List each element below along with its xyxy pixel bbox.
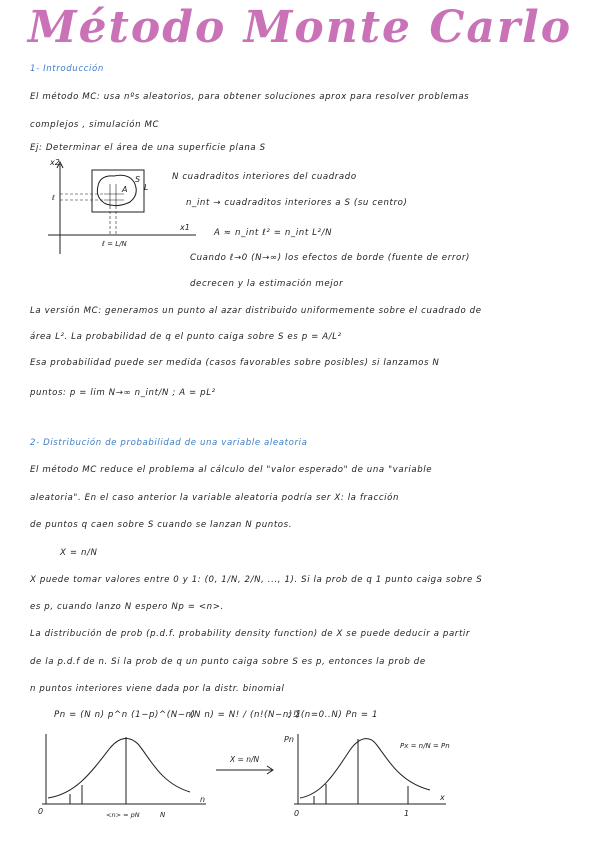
tick-x-label: ℓ = L/N xyxy=(102,240,127,248)
x-axis-label: n xyxy=(200,795,206,804)
text-line: puntos: p = lim N→∞ n_int/N ; A = pL² xyxy=(30,388,216,398)
transform-arrow xyxy=(212,752,278,778)
y-axis-label: Pn xyxy=(284,735,294,744)
region-s xyxy=(97,175,136,205)
text-line: La distribución de prob (p.d.f. probability density function) de X se puede deducir a partir xyxy=(30,629,471,639)
note-line: Cuando ℓ→0 (N→∞) los efectos de borde (fuente de error) xyxy=(190,253,470,263)
origin-label: 0 xyxy=(38,807,44,816)
text-line: complejos , simulación MC xyxy=(30,120,160,130)
page-title: Método Monte Carlo xyxy=(27,2,573,53)
text-line: de puntos q caen sobre S cuando se lanzan N puntos. xyxy=(30,520,293,530)
text-line: Esa probabilidad puede ser medida (casos favorables sobre posibles) si lanzamos N xyxy=(30,358,440,368)
formula-sum: ; Σ(n=0..N) Pn = 1 xyxy=(288,710,379,720)
side-label: L xyxy=(144,183,149,192)
text-line: aleatoria". En el caso anterior la variable aleatoria podría ser X: la fracción xyxy=(30,493,400,503)
text-line: n puntos interiores viene dada por la distr. binomial xyxy=(30,684,285,694)
y-axis-label: x2 xyxy=(50,158,60,167)
area-figure xyxy=(40,156,200,256)
x-axis-label: x xyxy=(440,793,445,802)
end-label: 1 xyxy=(404,809,410,818)
text-line: de la p.d.f de n. Si la prob de q un punto caiga sobre S es p, entonces la prob de xyxy=(30,657,426,667)
text-line: Ej: Determinar el área de una superficie plana S xyxy=(30,143,266,153)
tick-y-label: ℓ xyxy=(52,194,55,202)
px-label: Px = n/N = Pn xyxy=(400,742,450,750)
origin-label: 0 xyxy=(294,809,300,818)
distribution-curve xyxy=(48,738,190,798)
note-line: n_int → cuadraditos interiores a S (su centro) xyxy=(186,198,408,208)
formula-binomial: (N n) = N! / (n!(N−n)!) xyxy=(190,710,301,720)
text-line: área L². La probabilidad de q el punto caiga sobre S es p = A/L² xyxy=(30,332,342,342)
x-distribution-graph xyxy=(282,726,462,820)
arrow-label: X = n/N xyxy=(230,755,260,764)
area-label: A xyxy=(122,185,128,194)
text-line: El método MC: usa nºs aleatorios, para obtener soluciones aprox para resolver problemas xyxy=(30,92,470,102)
text-line: La versión MC: generamos un punto al azar distribuido uniformemente sobre el cuadrado de xyxy=(30,306,482,316)
text-line: es p, cuando lanzo N espero Np = <n>. xyxy=(30,602,224,612)
end-label: N xyxy=(160,811,166,819)
region-label: S xyxy=(135,175,141,184)
text-line: X puede tomar valores entre 0 y 1: (0, 1/N, 2/N, ..., 1). Si la prob de q 1 punto caiga sobre S xyxy=(30,575,483,585)
section-2-heading: 2- Distribución de probabilidad de una variable aleatoria xyxy=(30,438,308,448)
formula-pn: Pn = (N n) p^n (1−p)^(N−n) xyxy=(54,710,196,720)
formula-x: X = n/N xyxy=(60,548,98,558)
text-line: El método MC reduce el problema al cálculo del "valor esperado" de una "variable xyxy=(30,465,433,475)
mean-label: <n> = pN xyxy=(106,811,140,819)
note-line: decrecen y la estimación mejor xyxy=(190,279,344,289)
note-line: N cuadraditos interiores del cuadrado xyxy=(172,172,357,182)
note-formula: A ≈ n_int ℓ² = n_int L²/N xyxy=(214,228,333,238)
x-axis-label: x1 xyxy=(180,223,190,232)
section-1-heading: 1- Introducción xyxy=(30,64,104,74)
binomial-graph xyxy=(30,728,210,820)
